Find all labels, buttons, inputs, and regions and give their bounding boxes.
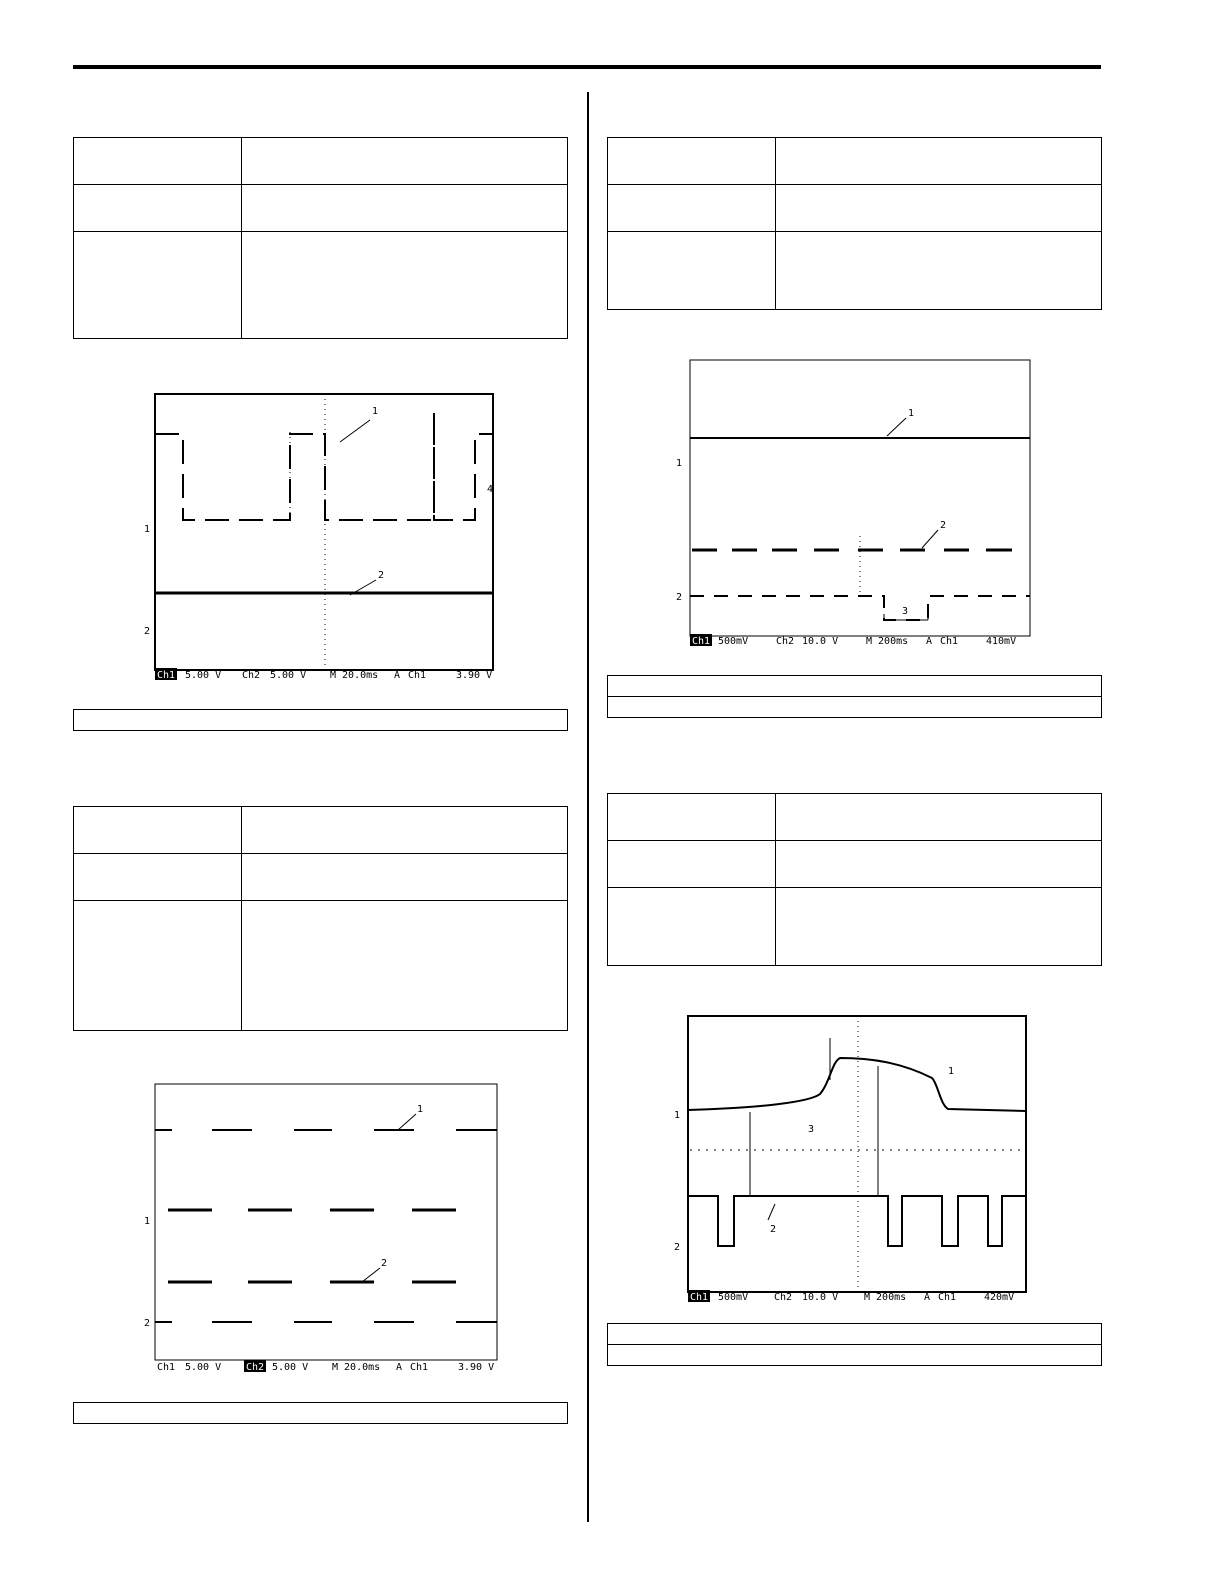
status-ch2: Ch2: [774, 1292, 793, 1303]
column-divider: [587, 92, 589, 1522]
table-cell: [242, 185, 568, 232]
oscilloscope-figure-2: [140, 1082, 510, 1374]
status-ch1-scale: 5.00 V: [185, 1362, 222, 1373]
callout-3: 3: [902, 606, 909, 617]
channel-marker-2: 2: [676, 592, 683, 603]
status-timebase: M 200ms: [866, 636, 909, 647]
status-trigger-level: 420mV: [984, 1292, 1015, 1303]
status-trigger: A: [926, 636, 933, 647]
status-ch1: Ch1: [157, 1362, 176, 1373]
spec-table-4: [607, 793, 1102, 966]
status-ch1: Ch1: [692, 636, 711, 647]
callout-2: 2: [378, 570, 385, 581]
callout-1: 1: [372, 406, 379, 417]
table-cell: [608, 888, 776, 966]
status-ch1-scale: 500mV: [718, 636, 749, 647]
channel-marker-1: 1: [674, 1110, 681, 1121]
table-cell: [776, 185, 1102, 232]
channel-marker-2: 2: [674, 1242, 681, 1253]
status-ch1: Ch1: [690, 1292, 709, 1303]
status-timebase: M 20.0ms: [330, 670, 379, 681]
table-cell: [776, 232, 1102, 310]
spec-table-3: [607, 137, 1102, 310]
header-rule: [73, 65, 1101, 69]
channel-marker-1: 1: [144, 1216, 151, 1227]
oscilloscope-figure-3: [672, 358, 1034, 650]
table-cell: [242, 232, 568, 339]
table-cell: [242, 854, 568, 901]
callout-2: 2: [770, 1224, 777, 1235]
callout-3: 3: [808, 1124, 815, 1135]
table-cell: [74, 138, 242, 185]
status-trigger-source: Ch1: [410, 1362, 429, 1373]
caption-divider: [608, 1344, 1101, 1345]
status-timebase: M 200ms: [864, 1292, 907, 1303]
status-ch2: Ch2: [242, 670, 261, 681]
status-trigger-level: 3.90 V: [456, 670, 493, 681]
spec-table-2: [73, 806, 568, 1031]
channel-marker-1: 1: [676, 458, 683, 469]
oscilloscope-figure-1: [140, 392, 510, 682]
table-cell: [608, 232, 776, 310]
spec-table-1: [73, 137, 568, 339]
table-cell: [608, 138, 776, 185]
callout-4: 4: [487, 484, 494, 495]
table-cell: [74, 901, 242, 1031]
table-cell: [776, 841, 1102, 888]
status-ch2: Ch2: [776, 636, 795, 647]
caption-box-4: [607, 1323, 1102, 1366]
status-trigger-level: 3.90 V: [458, 1362, 495, 1373]
oscilloscope-figure-4: [670, 1014, 1032, 1306]
status-trigger-level: 410mV: [986, 636, 1017, 647]
callout-2: 2: [381, 1258, 388, 1269]
status-trigger: A: [396, 1362, 403, 1373]
table-cell: [242, 138, 568, 185]
channel-marker-2: 2: [144, 1318, 151, 1329]
table-cell: [776, 794, 1102, 841]
table-cell: [242, 901, 568, 1031]
caption-box-1: [73, 709, 568, 731]
callout-2: 2: [940, 520, 947, 531]
status-trigger-source: Ch1: [940, 636, 959, 647]
table-cell: [74, 807, 242, 854]
table-cell: [608, 185, 776, 232]
table-cell: [242, 807, 568, 854]
status-timebase: M 20.0ms: [332, 1362, 381, 1373]
status-ch1-scale: 5.00 V: [185, 670, 222, 681]
table-cell: [74, 185, 242, 232]
table-cell: [608, 794, 776, 841]
status-ch2: Ch2: [246, 1362, 265, 1373]
table-cell: [776, 888, 1102, 966]
table-cell: [74, 232, 242, 339]
status-ch1: Ch1: [157, 670, 176, 681]
table-cell: [74, 854, 242, 901]
caption-box-3: [607, 675, 1102, 718]
status-ch1-scale: 500mV: [718, 1292, 749, 1303]
table-cell: [608, 841, 776, 888]
status-trigger: A: [394, 670, 401, 681]
status-ch2-scale: 5.00 V: [272, 1362, 309, 1373]
status-ch2-scale: 10.0 V: [802, 1292, 839, 1303]
callout-1: 1: [908, 408, 915, 419]
status-ch2-scale: 5.00 V: [270, 670, 307, 681]
channel-marker-1: 1: [144, 524, 151, 535]
table-cell: [776, 138, 1102, 185]
callout-1: 1: [417, 1104, 424, 1115]
caption-box-2: [73, 1402, 568, 1424]
channel-marker-2: 2: [144, 626, 151, 637]
callout-1: 1: [948, 1066, 955, 1077]
status-trigger: A: [924, 1292, 931, 1303]
status-trigger-source: Ch1: [938, 1292, 957, 1303]
status-trigger-source: Ch1: [408, 670, 427, 681]
status-ch2-scale: 10.0 V: [802, 636, 839, 647]
caption-divider: [608, 696, 1101, 697]
